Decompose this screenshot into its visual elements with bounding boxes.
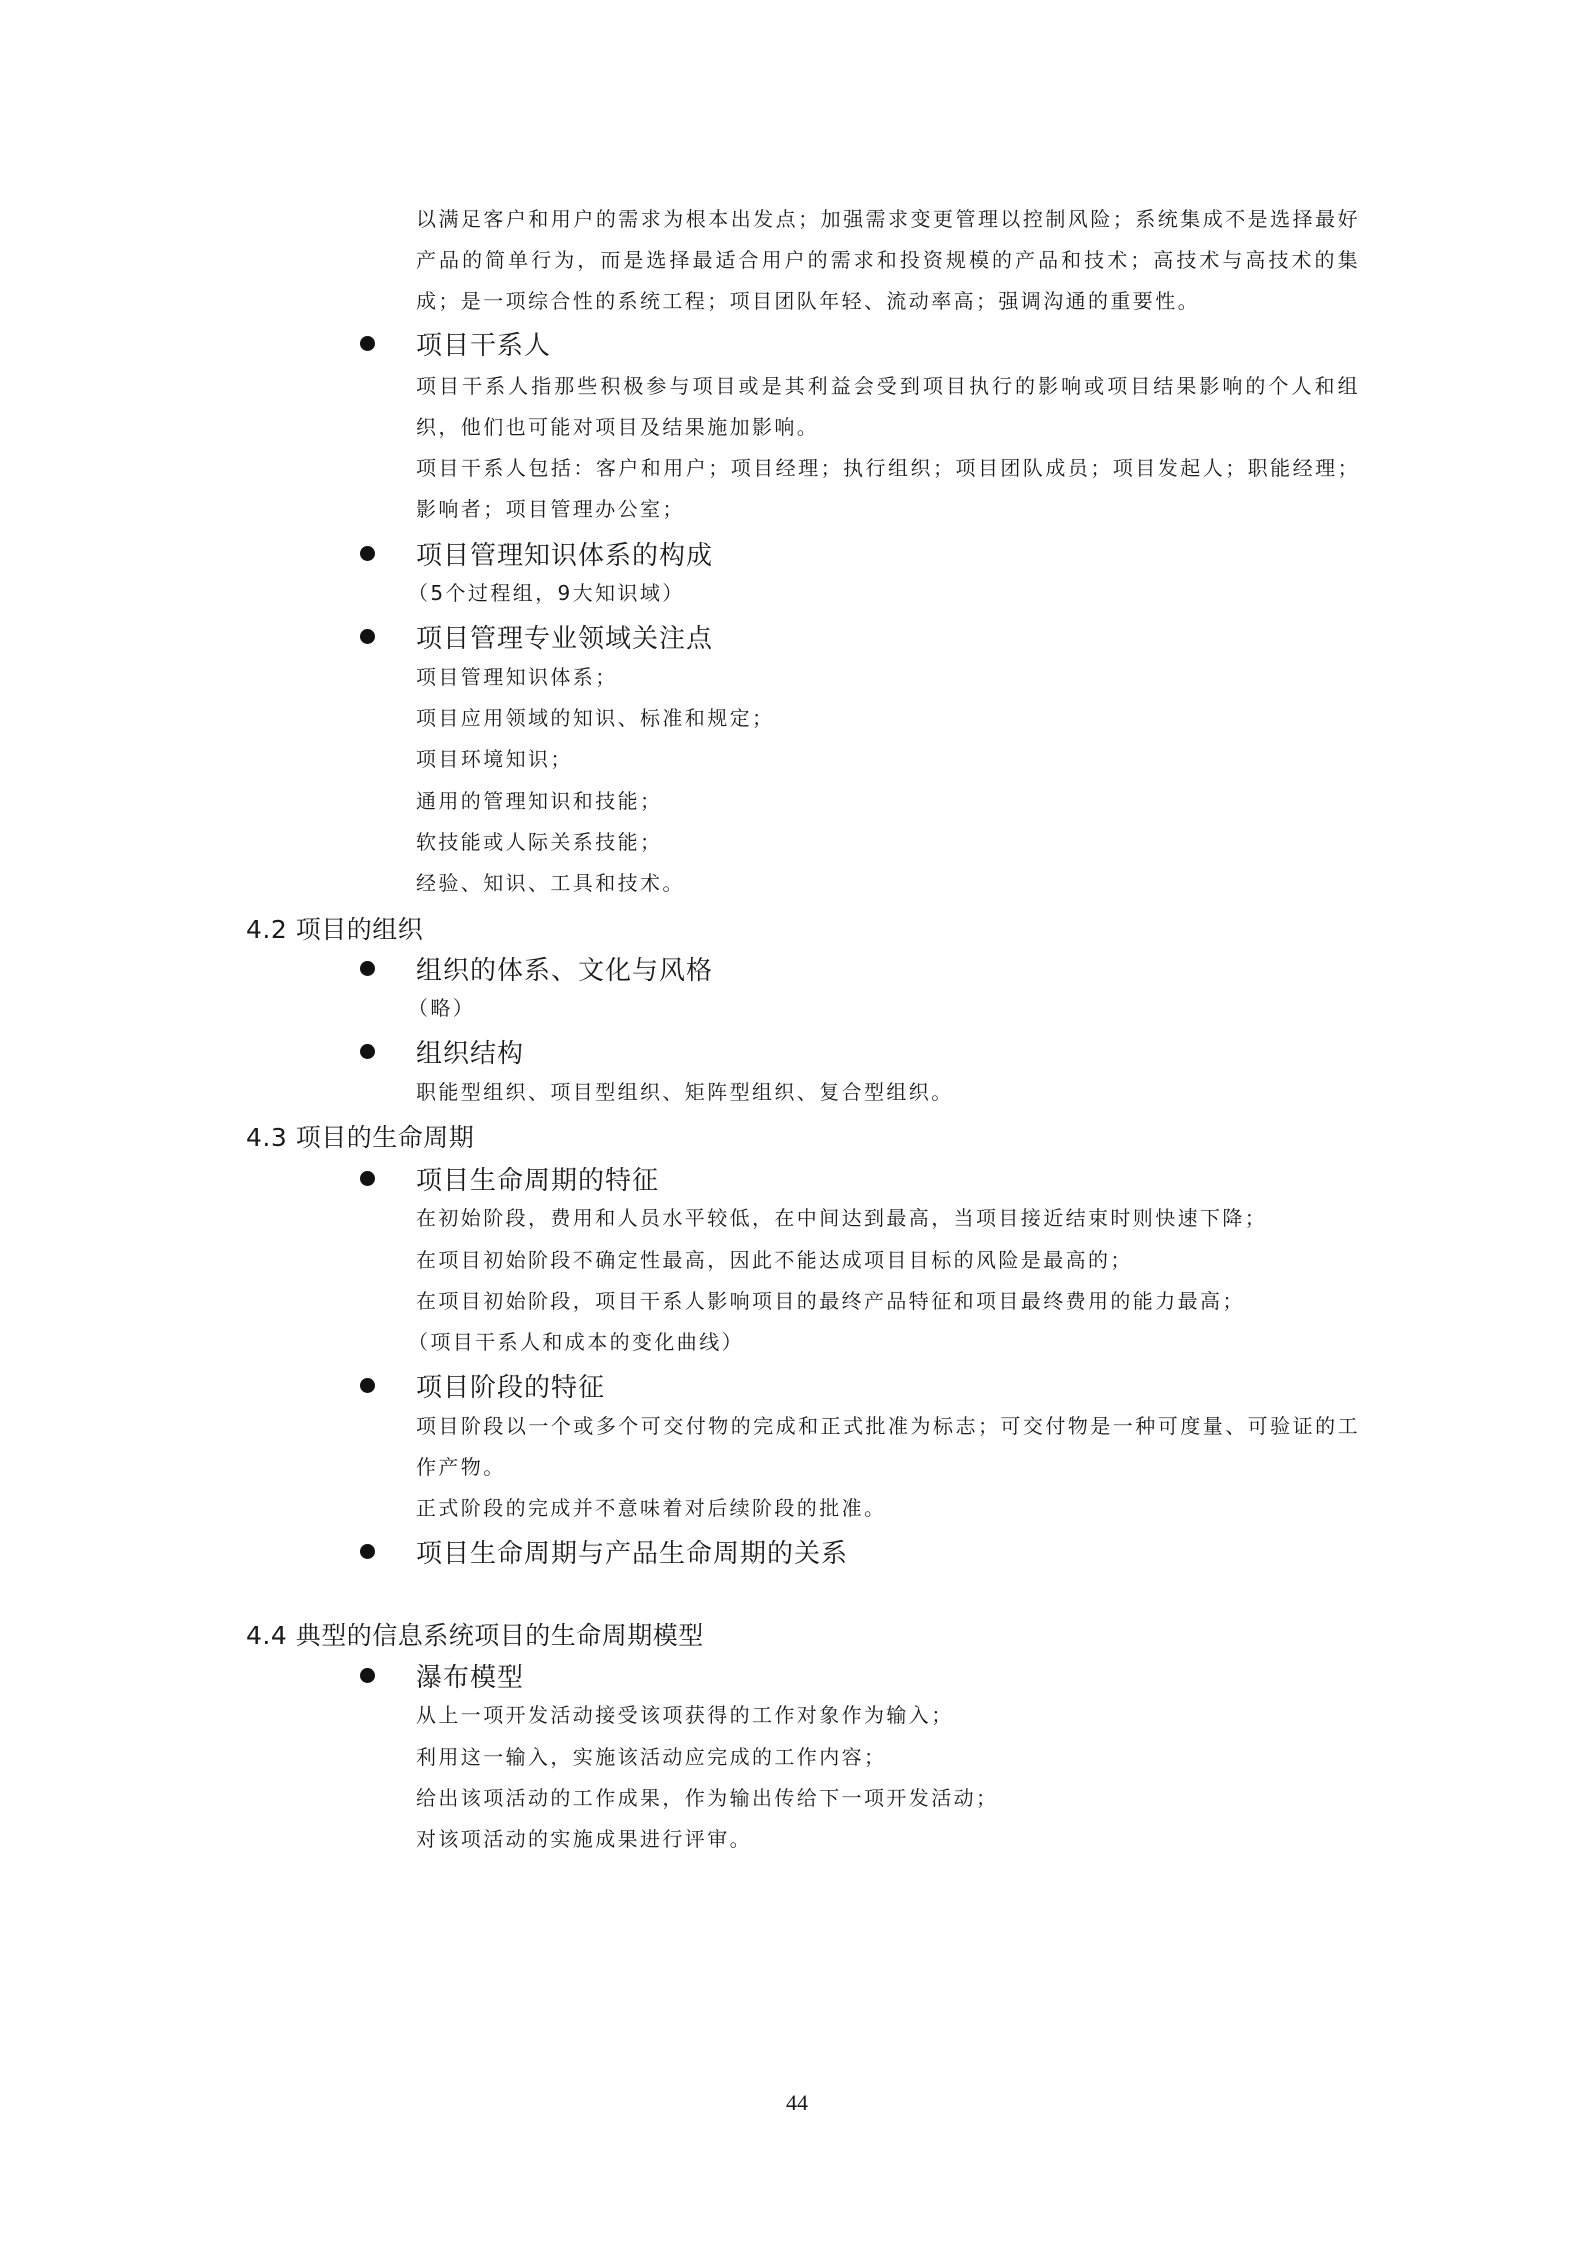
- bullet-title: 瀑布模型: [416, 1662, 525, 1693]
- list-item: 从上一项开发活动接受该项获得的工作对象作为输入；: [416, 1703, 954, 1727]
- bullet-waterfall: [360, 1657, 524, 1693]
- list-item: 在项目初始阶段，项目干系人影响项目的最终产品特征和项目最终费用的能力最高；: [416, 1289, 1245, 1313]
- section-heading-4-4: 4.4 典型的信息系统项目的生命周期模型: [246, 1621, 704, 1650]
- phase-features-line: 正式阶段的完成并不意味着对后续阶段的批准。: [416, 1496, 887, 1520]
- page-number: 44: [786, 2090, 808, 2115]
- list-item: 项目管理知识体系；: [416, 665, 618, 689]
- bullet-phase-features: [360, 1367, 605, 1403]
- list-item: （项目干系人和成本的变化曲线）: [408, 1330, 744, 1354]
- list-item: 在初始阶段，费用和人员水平较低，在中间达到最高，当项目接近结束时则快速下降；: [416, 1206, 1268, 1230]
- bullet-title: 项目阶段的特征: [416, 1372, 606, 1403]
- bullet-icon: [360, 1044, 375, 1059]
- bullet-lifecycle-features: [360, 1160, 659, 1196]
- bullet-lifecycle-relation: [360, 1533, 848, 1569]
- stakeholders-definition: 项目干系人指那些积极参与项目或是其利益会受到项目执行的影响或项目结果影响的个人和组织，他们也可能对项目及结果施加影响。: [416, 374, 1360, 439]
- bullet-title: 项目管理知识体系的构成: [416, 540, 714, 571]
- list-item: 给出该项活动的工作成果，作为输出传给下一项开发活动；: [416, 1786, 999, 1810]
- bullet-org-structure: [360, 1033, 524, 1069]
- phase-features-paragraph: 项目阶段以一个或多个可交付物的完成和正式批准为标志；可交付物是一种可度量、可验证的工作产物。: [416, 1414, 1360, 1479]
- org-culture-note: （略）: [408, 996, 476, 1020]
- bullet-icon: [360, 546, 375, 561]
- pmbok-note: （5个过程组，9大知识域）: [408, 581, 685, 605]
- bullet-icon: [360, 1171, 375, 1186]
- list-item: 利用这一输入，实施该活动应完成的工作内容；: [416, 1745, 887, 1769]
- list-item: 在项目初始阶段不确定性最高，因此不能达成项目目标的风险是最高的；: [416, 1248, 1133, 1272]
- section-heading-4-3: 4.3 项目的生命周期: [246, 1123, 475, 1152]
- bullet-title: 项目干系人: [416, 330, 552, 361]
- bullet-title: 项目生命周期与产品生命周期的关系: [416, 1538, 849, 1569]
- list-item: 通用的管理知识和技能；: [416, 789, 663, 813]
- bullet-pmbok: [360, 535, 713, 571]
- bullet-icon: [360, 1378, 375, 1393]
- stakeholders-includes: 项目干系人包括：客户和用户；项目经理；执行组织；项目团队成员；项目发起人；职能经理；影响者；项目管理办公室；: [416, 456, 1360, 521]
- bullet-title: 项目管理专业领域关注点: [416, 623, 714, 654]
- bullet-title: 项目生命周期的特征: [416, 1165, 660, 1196]
- bullet-org-culture: [360, 950, 713, 986]
- bullet-icon: [360, 961, 375, 976]
- bullet-icon: [360, 336, 375, 351]
- list-item: 对该项活动的实施成果进行评审。: [416, 1827, 752, 1851]
- bullet-title: 组织结构: [416, 1038, 525, 1069]
- list-item: 经验、知识、工具和技术。: [416, 871, 685, 895]
- org-structure-text: 职能型组织、项目型组织、矩阵型组织、复合型组织。: [416, 1080, 954, 1104]
- section-heading-4-2: 4.2 项目的组织: [246, 915, 424, 944]
- bullet-icon: [360, 629, 375, 644]
- bullet-stakeholders: [360, 325, 551, 361]
- list-item: 软技能或人际关系技能；: [416, 830, 663, 854]
- bullet-icon: [360, 1544, 375, 1559]
- list-item: 项目应用领域的知识、标准和规定；: [416, 706, 775, 730]
- list-item: 项目环境知识；: [416, 747, 573, 771]
- bullet-focus: [360, 618, 713, 654]
- intro-paragraph: 以满足客户和用户的需求为根本出发点；加强需求变更管理以控制风险；系统集成不是选择最好产品的简单行为，而是选择最适合用户的需求和投资规模的产品和技术；高技术与高技术的集成；是一项综合性的系统工程；项目团队年轻、流动率高；强调沟通的重要性。: [416, 207, 1360, 313]
- bullet-title: 组织的体系、文化与风格: [416, 955, 714, 986]
- bullet-icon: [360, 1668, 375, 1683]
